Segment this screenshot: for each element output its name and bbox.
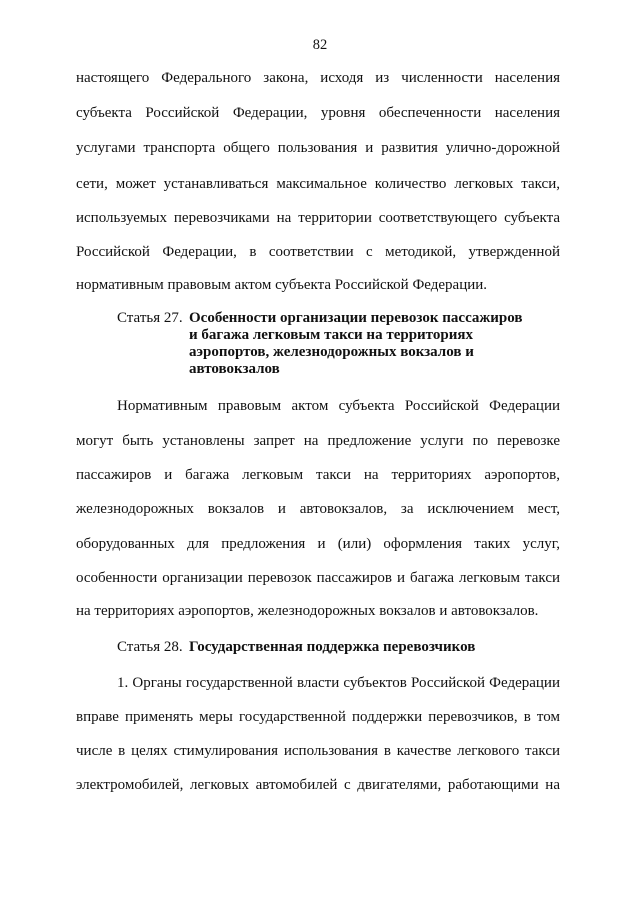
paragraph-line: Российской Федерации, в соответствии с методикой, утвержденной: [76, 244, 560, 260]
article-27-label: Статья 27.: [117, 310, 183, 326]
paragraph-line: услугами транспорта общего пользования и развития улично-дорожной: [76, 140, 560, 156]
article-28-label: Статья 28.: [117, 639, 183, 655]
article-28-heading: [117, 638, 475, 656]
paragraph-line: особенности организации перевозок пассажиров и багажа легковым такси: [76, 570, 560, 586]
paragraph-line: сети, может устанавливаться максимальное количество легковых такси,: [76, 176, 560, 192]
paragraph-line: 1. Органы государственной власти субъектов Российской Федерации: [117, 675, 560, 691]
article-27-title-line: и багажа легковым такси на территориях: [189, 327, 473, 343]
paragraph-line: субъекта Российской Федерации, уровня обеспеченности населения: [76, 105, 560, 121]
article-27-heading: [117, 309, 523, 327]
paragraph-line: настоящего Федерального закона, исходя из численности населения: [76, 70, 560, 86]
page-number: 82: [312, 37, 328, 53]
article-27-title-line: автовокзалов: [189, 361, 280, 377]
paragraph-line: пассажиров и багажа легковым такси на территориях аэропортов,: [76, 467, 560, 483]
paragraph-line: числе в целях стимулирования использования в качестве легкового такси: [76, 743, 560, 759]
article-27-title-line: аэропортов, железнодорожных вокзалов и: [189, 344, 474, 360]
paragraph-line: вправе применять меры государственной поддержки перевозчиков, в том: [76, 709, 560, 725]
paragraph-line: используемых перевозчиками на территории соответствующего субъекта: [76, 210, 560, 226]
article-28-title: Государственная поддержка перевозчиков: [189, 639, 476, 655]
paragraph-line: на территориях аэропортов, железнодорожных вокзалов и автовокзалов.: [76, 603, 539, 619]
paragraph-line: оборудованных для предложения и (или) оформления таких услуг,: [76, 536, 560, 552]
paragraph-line: электромобилей, легковых автомобилей с двигателями, работающими на: [76, 777, 560, 793]
article-27-title: Особенности организации перевозок пассажиров: [189, 310, 523, 326]
paragraph-line: железнодорожных вокзалов и автовокзалов, за исключением мест,: [76, 501, 560, 517]
paragraph-line: Нормативным правовым актом субъекта Российской Федерации: [117, 398, 560, 414]
paragraph-line: нормативным правовым актом субъекта Российской Федерации.: [76, 277, 488, 293]
paragraph-line: могут быть установлены запрет на предложение услуги по перевозке: [76, 433, 560, 449]
